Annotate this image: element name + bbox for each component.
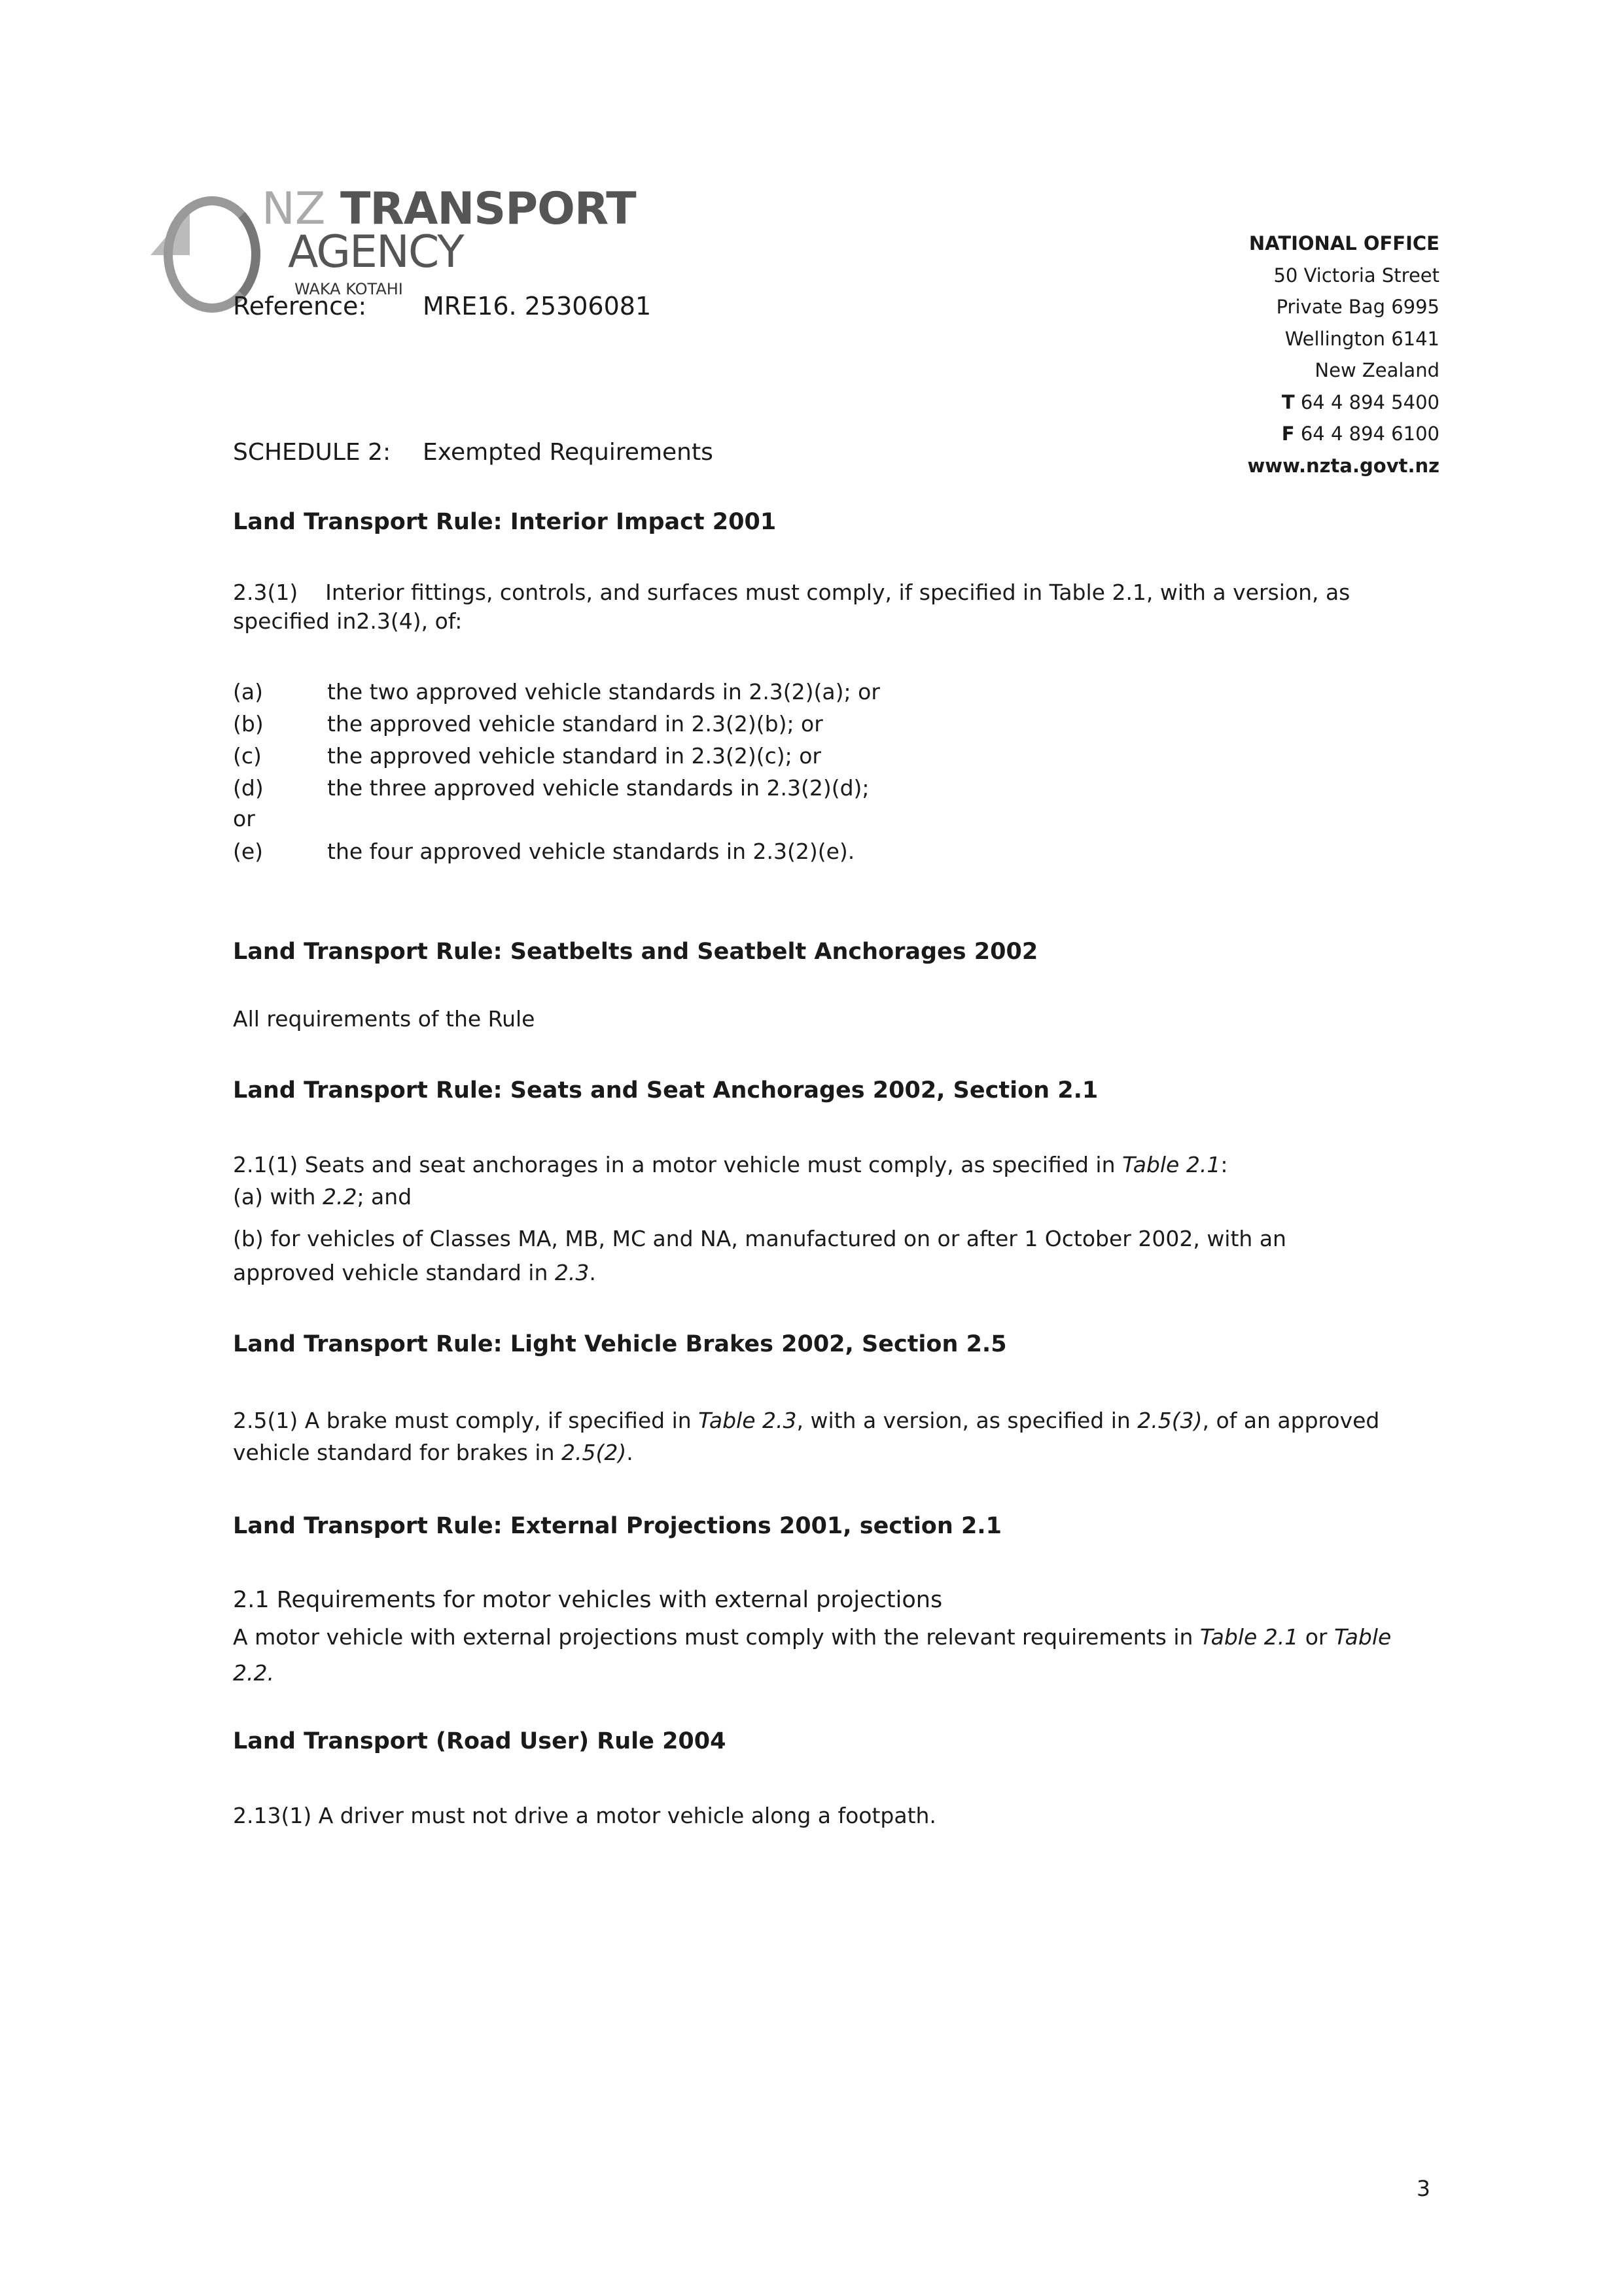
address-heading: NATIONAL OFFICE — [1248, 232, 1439, 254]
paragraph-2-5-1-cont — [233, 1440, 633, 1466]
section-heading-brakes: Land Transport Rule: Light Vehicle Brakes 2002, Section 2.5 — [233, 1331, 1007, 1357]
list-item — [233, 839, 1411, 865]
text-italic: 2.3 — [554, 1260, 590, 1285]
item-label: (d) — [233, 775, 264, 801]
text-italic: Table — [1333, 1624, 1392, 1650]
logo-transport: TRANSPORT — [340, 183, 636, 235]
fax-number: 64 4 894 6100 — [1300, 423, 1439, 445]
item-text: the three approved vehicle standards in 2.3(2)(d); — [327, 775, 870, 801]
phone-number: 64 4 894 5400 — [1300, 391, 1439, 413]
national-office-address — [1248, 228, 1440, 481]
address-private-bag: Private Bag 6995 — [1276, 296, 1439, 318]
item-text: the four approved vehicle standards in 2.3(2)(e). — [327, 839, 855, 864]
text-italic: 2.5(2) — [561, 1440, 627, 1465]
paragraph-2-13-1: 2.13(1) A driver must not drive a motor vehicle along a footpath. — [233, 1803, 936, 1828]
text-italic: 2.5(3) — [1137, 1408, 1203, 1433]
reference-label: Reference: — [233, 292, 367, 321]
item-label: (a) — [233, 679, 263, 704]
nz-transport-agency-logo — [150, 183, 641, 301]
paragraph-2-3-1: 2.3(1) Interior fittings, controls, and surfaces must comply, if specified in Table 2.1, with a version, as — [233, 580, 1350, 605]
item-label: (e) — [233, 839, 264, 864]
text: 2.1(1) Seats and seat anchorages in a motor vehicle must comply, as specified in — [233, 1152, 1123, 1177]
text: 2.5(1) A brake must comply, if specified in — [233, 1408, 699, 1433]
reference-line — [233, 292, 652, 322]
reference-value: MRE16. 25306081 — [423, 292, 652, 321]
schedule-title: Exempted Requirements — [423, 439, 713, 466]
text: , with a version, as specified in — [796, 1408, 1138, 1433]
text: . — [589, 1260, 596, 1285]
text-italic: Table 2.1 — [1122, 1152, 1221, 1177]
section-heading-external-projections: Land Transport Rule: External Projections 2001, section 2.1 — [233, 1513, 1002, 1539]
paragraph-2-1-1-b: (b) for vehicles of Classes MA, MB, MC and NA, manufactured on or after 1 October 2002, with an — [233, 1226, 1286, 1251]
paragraph-2-1-1-b-cont — [233, 1260, 596, 1286]
phone-prefix: T — [1281, 391, 1295, 413]
website-link[interactable]: www.nzta.govt.nz — [1247, 454, 1439, 477]
item-label: (c) — [233, 743, 262, 769]
fax-prefix: F — [1281, 423, 1295, 445]
text: A motor vehicle with external projections must comply with the relevant requirements in — [233, 1624, 1200, 1650]
paragraph-external-projections-cont: 2.2. — [233, 1660, 274, 1686]
address-city: Wellington 6141 — [1284, 327, 1439, 350]
list-item — [233, 806, 1411, 832]
item-text: the two approved vehicle standards in 2.3(2)(a); or — [327, 679, 880, 704]
text: : — [1220, 1152, 1228, 1177]
paragraph-seatbelts: All requirements of the Rule — [233, 1006, 535, 1032]
logo-agency: AGENCY — [288, 226, 463, 278]
address-country: New Zealand — [1315, 359, 1439, 381]
schedule-label: SCHEDULE 2: — [233, 439, 391, 466]
paragraph-2-3-1-cont: specified in2.3(4), of: — [233, 608, 463, 634]
paragraph-2-1-1 — [233, 1152, 1227, 1178]
text-italic: Table 2.3 — [698, 1408, 797, 1433]
item-text: the approved vehicle standard in 2.3(2)(c); or — [327, 743, 822, 769]
text: approved vehicle standard in — [233, 1260, 555, 1285]
schedule-heading — [233, 438, 713, 466]
page-number: 3 — [1417, 2176, 1430, 2201]
section-heading-seats: Land Transport Rule: Seats and Seat Anchorages 2002, Section 2.1 — [233, 1077, 1099, 1104]
logo-waka-kotahi: WAKA KOTAHI — [294, 280, 403, 298]
logo-nz: NZ — [262, 183, 326, 235]
list-item — [233, 775, 1411, 801]
text-italic: Table 2.1 — [1199, 1624, 1299, 1650]
text: . — [626, 1440, 633, 1465]
paragraph-external-projections — [233, 1624, 1391, 1650]
paragraph-2-5-1 — [233, 1408, 1379, 1434]
subheading-2-1: 2.1 Requirements for motor vehicles with external projections — [233, 1587, 943, 1613]
text: (a) with — [233, 1184, 323, 1209]
text: , of an approved — [1202, 1408, 1380, 1433]
item-text: the approved vehicle standard in 2.3(2)(b); or — [327, 711, 823, 737]
item-label: (b) — [233, 711, 264, 737]
list-item — [233, 743, 1411, 769]
item-label: or — [233, 806, 255, 831]
list-item — [233, 711, 1411, 737]
text: or — [1298, 1624, 1334, 1650]
address-fax — [1248, 418, 1440, 450]
section-heading-road-user: Land Transport (Road User) Rule 2004 — [233, 1728, 726, 1754]
section-heading-interior-impact: Land Transport Rule: Interior Impact 2001 — [233, 509, 777, 535]
section-heading-seatbelts: Land Transport Rule: Seatbelts and Seatbelt Anchorages 2002 — [233, 939, 1038, 965]
address-phone — [1248, 387, 1440, 419]
text: ; and — [357, 1184, 412, 1209]
text-italic: 2.2 — [322, 1184, 357, 1209]
paragraph-2-1-1-a — [233, 1184, 412, 1210]
address-street: 50 Victoria Street — [1273, 264, 1439, 287]
text: vehicle standard for brakes in — [233, 1440, 561, 1465]
